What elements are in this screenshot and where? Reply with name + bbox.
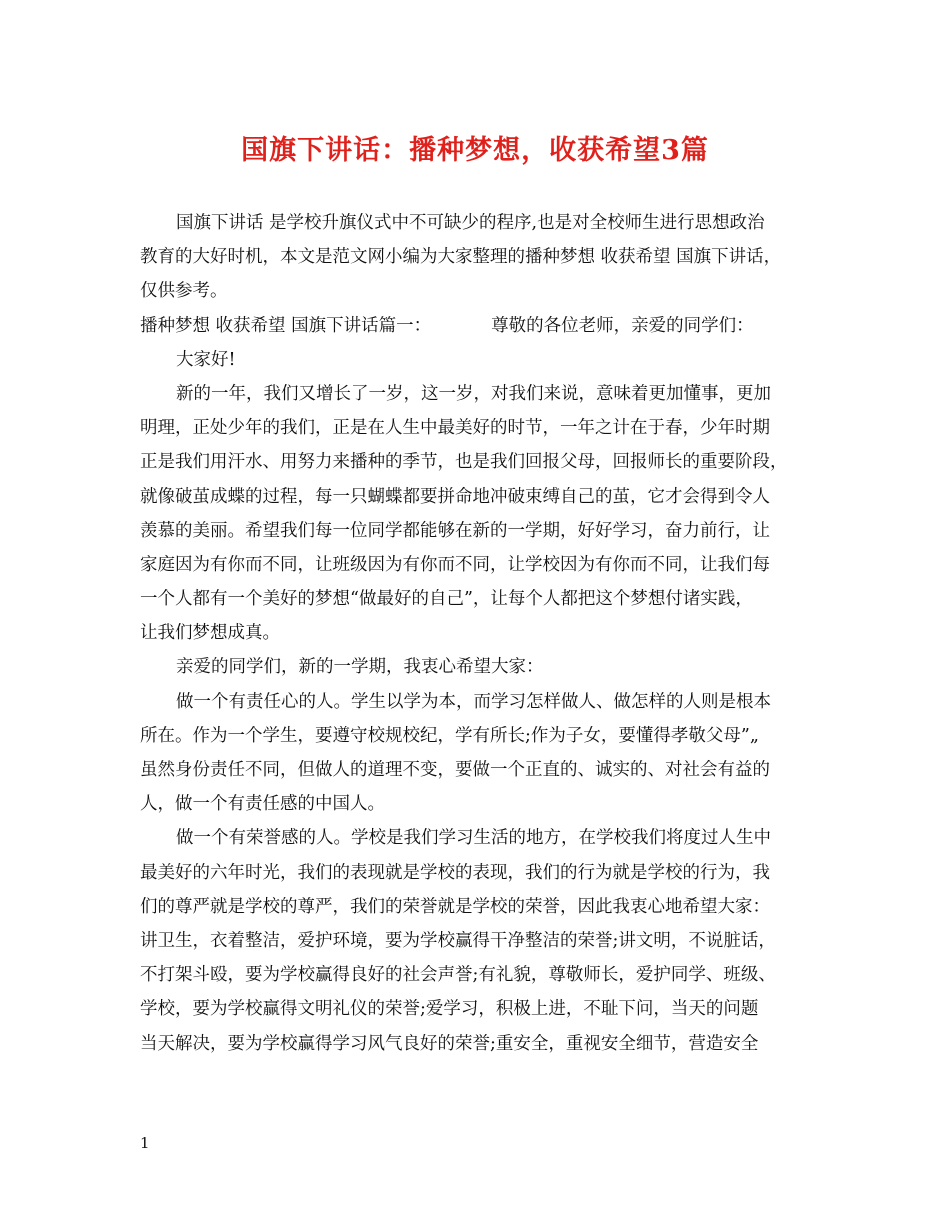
text-line: 一个人都有一个美好的梦想“做最好的自己”，让每个人都把这个梦想付诸实践，	[140, 589, 753, 610]
text-line: 做一个有荣誉感的人。学校是我们学习生活的地方，在学校我们将度过人生中	[176, 828, 771, 849]
text-line	[140, 309, 812, 343]
text-line: 当天解决，要为学校赢得学习风气良好的荣誉;重安全，重视安全细节，营造安全	[140, 1033, 759, 1054]
text-line: 国旗下讲话 是学校升旗仪式中不可缺少的程序,也是对全校师生进行思想政治	[176, 213, 765, 233]
document-title: 国旗下讲话：播种梦想，收获希望3篇	[241, 135, 709, 166]
text-line: 人，做一个有责任感的中国人。	[140, 794, 385, 815]
section-heading: 播种梦想 收获希望 国旗下讲话篇一：	[140, 315, 432, 336]
text-line: 让我们梦想成真。	[140, 623, 280, 644]
text-line: 讲卫生，衣着整洁，爱护环境，要为学校赢得干净整洁的荣誉;讲文明，不说脏话，	[140, 930, 776, 951]
text-line: 羡慕的美丽。希望我们每一位同学都能够在新的一学期，好好学习，奋力前行，让	[140, 520, 770, 541]
text-line: 们的尊严就是学校的尊严，我们的荣誉就是学校的荣誉，因此我衷心地希望大家：	[140, 896, 770, 917]
text-line: 虽然身份责任不同，但做人的道理不变，要做一个正直的、诚实的、对社会有益的	[140, 760, 770, 780]
text-line: 所在。作为一个学生，要遵守校规校纪，学有所长;作为子女，要懂得孝敬父母”„	[140, 725, 759, 746]
text-line: 家庭因为有你而不同，让班级因为有你而不同，让学校因为有你而不同，让我们每	[140, 554, 770, 575]
document-body	[140, 206, 812, 1061]
text-line: 新的一年，我们又增长了一岁，这一岁，对我们来说，意味着更加懂事，更加	[176, 383, 771, 404]
text-line: 做一个有责任心的人。学生以学为本，而学习怎样做人、做怎样的人则是根本	[176, 691, 771, 712]
text-line: 最美好的六年时光，我们的表现就是学校的表现，我们的行为就是学校的行为，我	[140, 862, 770, 883]
text-line: 学校，要为学校赢得文明礼仪的荣誉;爱学习，积极上进，不耻下问，当天的问题	[140, 999, 759, 1020]
salutation: 尊敬的各位老师，亲爱的同学们：	[491, 315, 754, 336]
text-line: 教育的大好时机，本文是范文网小编为大家整理的播种梦想 收获希望 国旗下讲话，	[140, 247, 782, 268]
page-number: 1	[140, 1134, 150, 1152]
text-line: 仅供参考。	[140, 281, 228, 302]
text-line: 大家好!	[176, 349, 236, 370]
text-line: 不打架斗殴，要为学校赢得良好的社会声誉;有礼貌，尊敬师长，爱护同学、班级、	[140, 965, 776, 986]
text-line: 亲爱的同学们，新的一学期，我衷心希望大家：	[176, 657, 544, 678]
text-line: 明理，正处少年的我们，正是在人生中最美好的时节，一年之计在于春，少年时期	[140, 418, 770, 439]
text-line: 就像破茧成蝶的过程，每一只蝴蝶都要拼命地冲破束缚自己的茧，它才会得到令人	[140, 486, 770, 507]
text-line: 正是我们用汗水、用努力来播种的季节，也是我们回报父母，回报师长的重要阶段，	[140, 452, 788, 473]
